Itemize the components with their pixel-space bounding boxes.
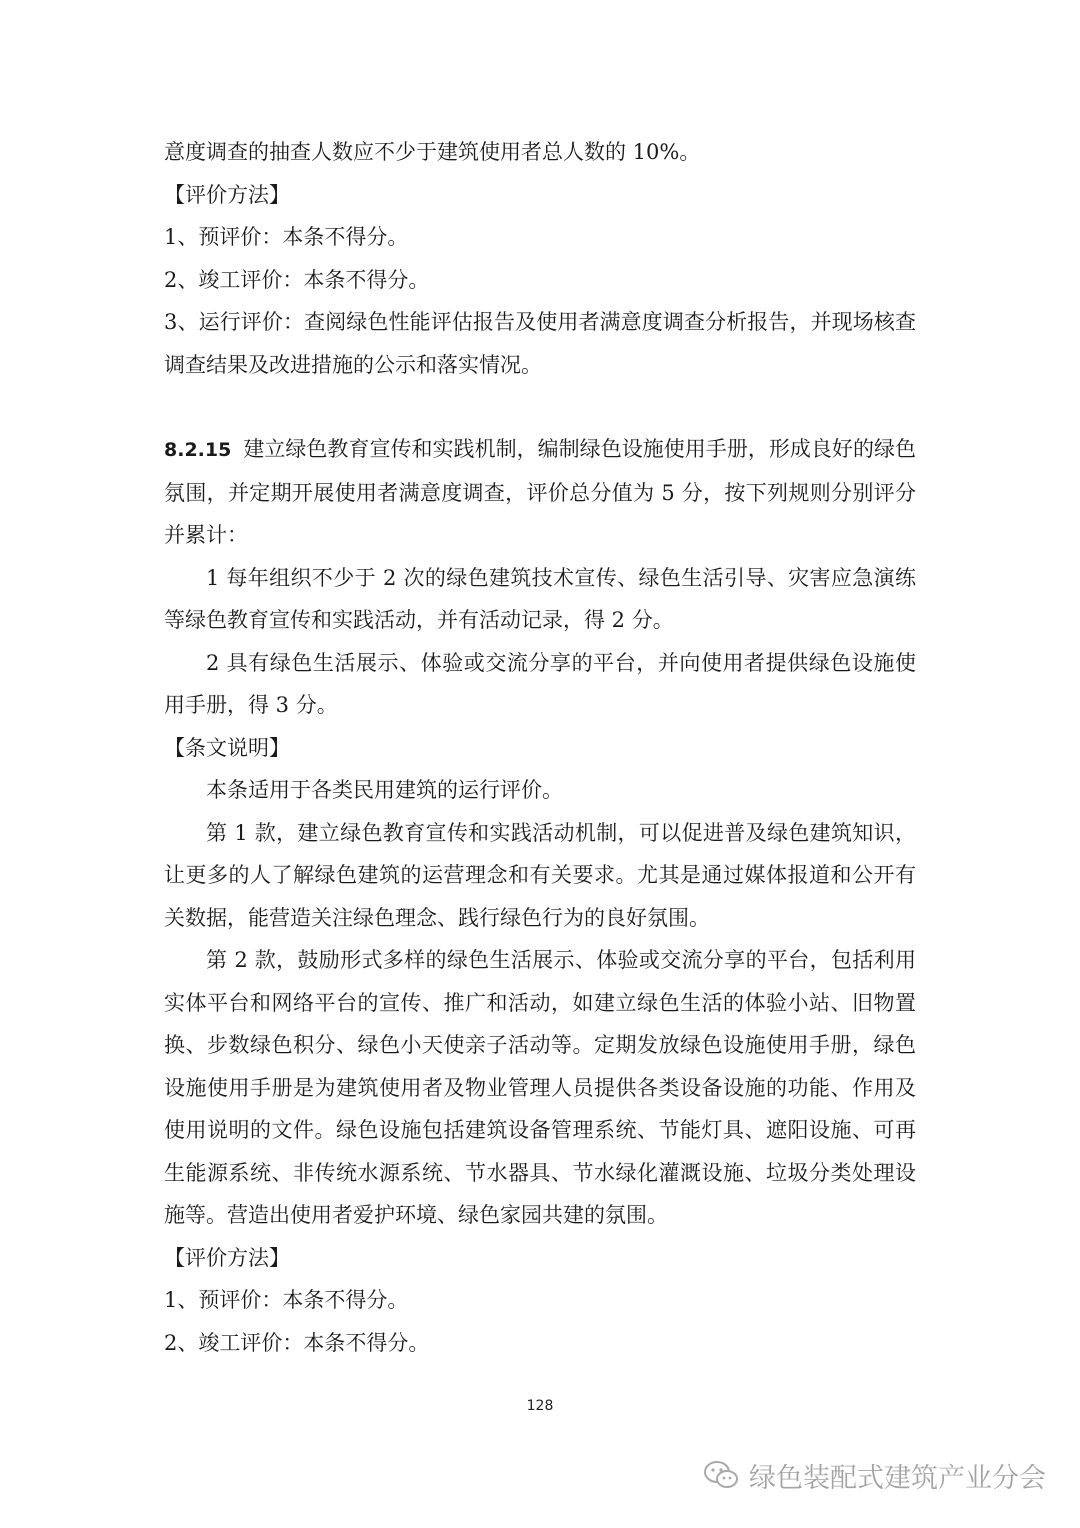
method-pre-evaluation: 1、预评价：本条不得分。	[164, 225, 409, 249]
method-operation-evaluation: 3、运行评价：查阅绿色性能评估报告及使用者满意度调查分析报告，并现场核查调查结果及改进措施的公示和落实情况。	[164, 310, 916, 377]
watermark-text: 绿色装配式建筑产业分会	[749, 1462, 1046, 1494]
clause-number: 8.2.15	[164, 439, 232, 461]
clause-section	[164, 428, 916, 1364]
explanation-paragraph-1: 本条适用于各类民用建筑的运行评价。	[206, 778, 563, 802]
method-completion-evaluation-2: 2、竣工评价：本条不得分。	[164, 1330, 430, 1355]
page-number: 128	[526, 1398, 554, 1414]
explanation-paragraph-3: 第 2 款，鼓励形式多样的绿色生活展示、体验或交流分享的平台，包括利用实体平台和网络平台的宣传、推广和活动，如建立绿色生活的体验小站、旧物置换、步数绿色积分、绿色小天使亲子活动等。定期发放绿色设施使用手册，绿色设施使用手册是为建筑使用者及物业管理人员提供各类设备设施的功能、作用及使用说明的文件。绿色设施包括建筑设备管理系统、节能灯具、遮阳设施、可再生能源系统、非传统水源系统、节水器具、节水绿化灌溉设施、垃圾分类处理设施等。营造出使用者爱护环境、绿色家园共建的氛围。	[164, 948, 916, 1227]
top-section	[164, 131, 916, 386]
heading-evaluation-method-2: 【评价方法】	[164, 1245, 290, 1270]
heading-evaluation-method: 【评价方法】	[164, 182, 290, 207]
watermark	[703, 1455, 1046, 1495]
clause-item-2: 2 具有绿色生活展示、体验或交流分享的平台，并向使用者提供绿色设施使用手册，得 3 分。	[164, 650, 916, 717]
wechat-icon	[703, 1460, 739, 1490]
clause-paragraph	[164, 428, 916, 557]
method-pre-evaluation-2: 1、预评价：本条不得分。	[164, 1288, 409, 1312]
clause-item-1: 1 每年组织不少于 2 次的绿色建筑技术宣传、绿色生活引导、灾害应急演练等绿色教育宣传和实践活动，并有活动记录，得 2 分。	[164, 565, 916, 632]
heading-explanation: 【条文说明】	[164, 735, 290, 760]
clause-text: 建立绿色教育宣传和实践机制，编制绿色设施使用手册，形成良好的绿色氛围，并定期开展使用者满意度调查，评价总分值为 5 分，按下列规则分别评分并累计：	[164, 437, 916, 547]
explanation-paragraph-2: 第 1 款，建立绿色教育宣传和实践活动机制，可以促进普及绿色建筑知识，让更多的人了解绿色建筑的运营理念和有关要求。尤其是通过媒体报道和公开有关数据，能营造关注绿色理念、践行绿色行为的良好氛围。	[164, 820, 916, 930]
paragraph-survey-continuation: 意度调查的抽查人数应不少于建筑使用者总人数的 10%。	[164, 140, 701, 164]
method-completion-evaluation: 2、竣工评价：本条不得分。	[164, 267, 430, 292]
